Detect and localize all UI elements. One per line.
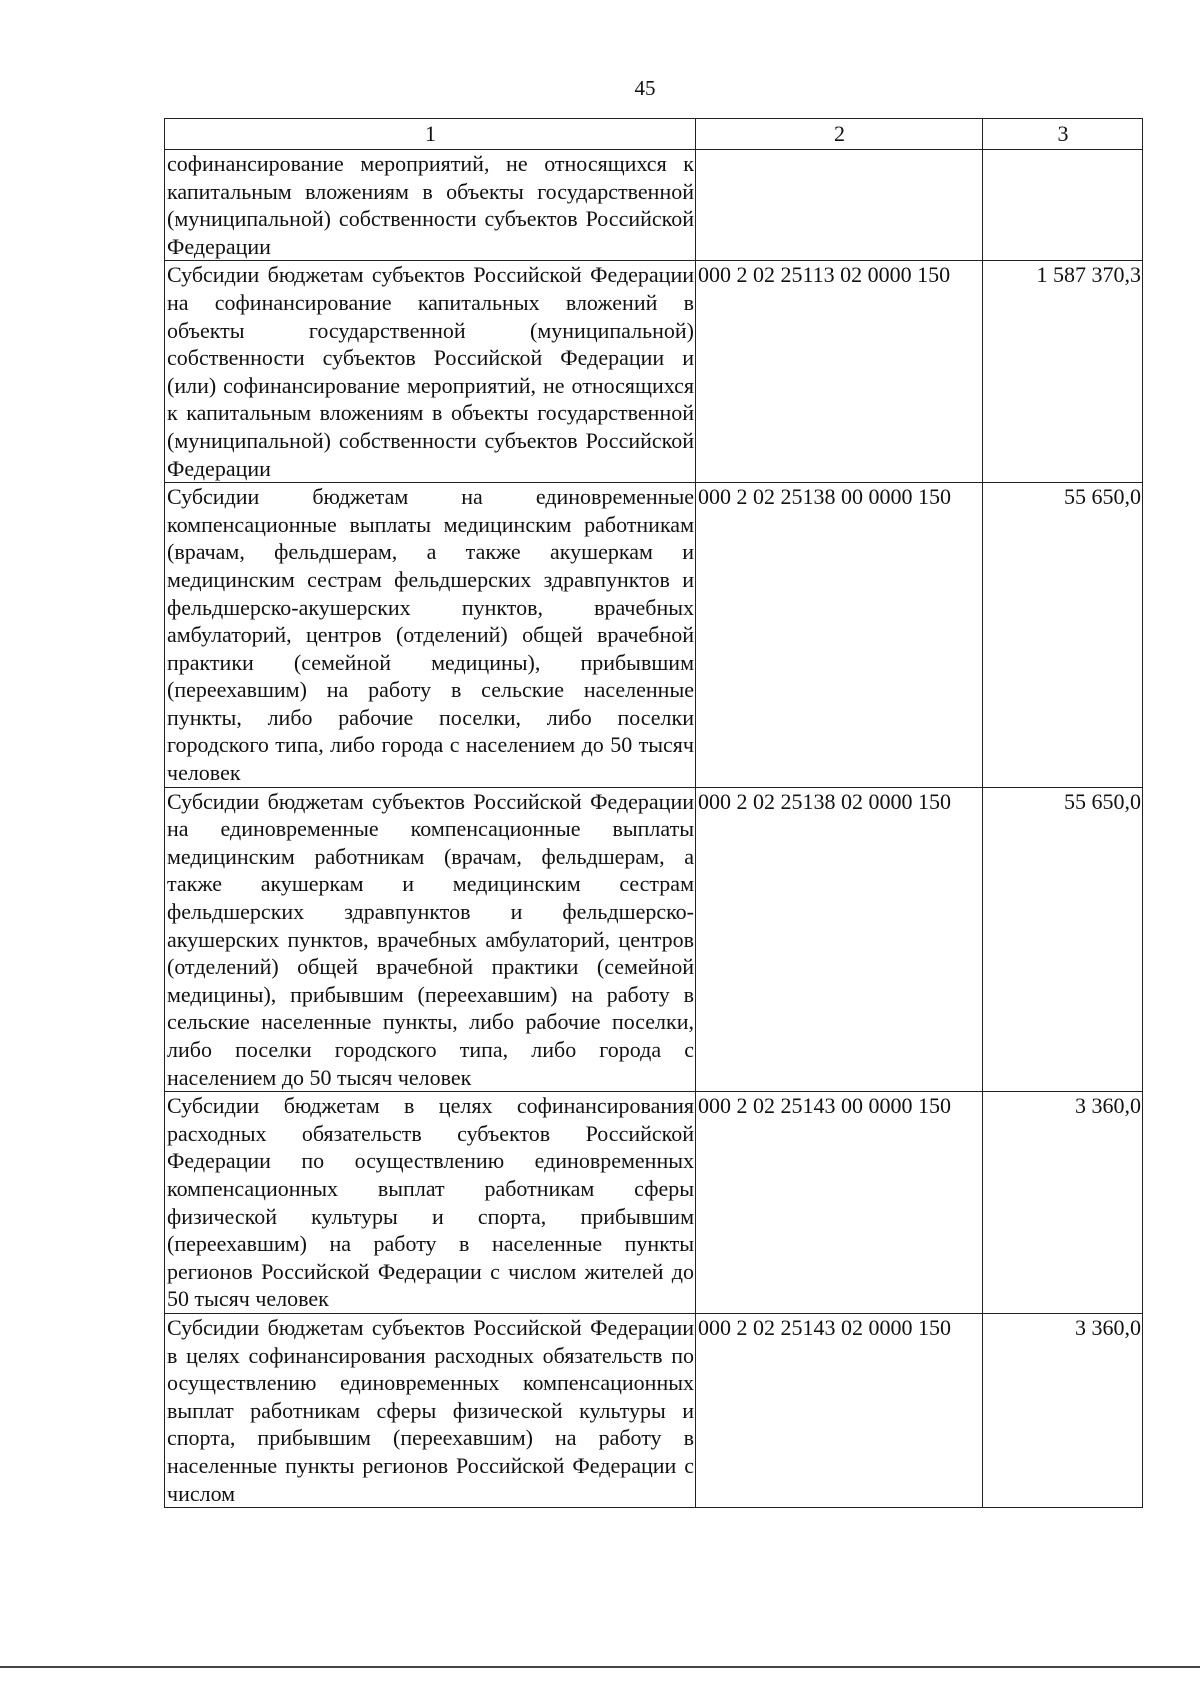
row-amount: 1 587 370,3: [983, 261, 1143, 483]
page-number: 45: [634, 76, 656, 100]
table-row: [165, 1092, 1143, 1314]
budget-table: [164, 118, 1143, 1508]
row-code: 000 2 02 25138 02 0000 150: [696, 787, 983, 1092]
table-row: [165, 1313, 1143, 1507]
row-description: Субсидии бюджетам субъектов Российской Федерации на единовременные компенсационные выплаты медицинским работникам (врачам, фельдшерам, а также акушеркам и медицинским сестрам фельдшерских здравпунктов и фельдшерско-акушерских пунктов, врачебных амбулаторий, центров (отделений) общей врачебной практики (семейной медицины), прибывшим (переехавшим) на работу в сельские населенные пункты, либо рабочие поселки, либо поселки городского типа, либо города с населением до 50 тысяч человек: [165, 787, 696, 1092]
table-row: [165, 483, 1143, 788]
row-code: 000 2 02 25113 02 0000 150: [696, 261, 983, 483]
row-amount: [983, 150, 1143, 261]
row-amount: 3 360,0: [983, 1092, 1143, 1314]
row-amount: 3 360,0: [983, 1313, 1143, 1507]
table-row: [165, 787, 1143, 1092]
row-code: 000 2 02 25138 00 0000 150: [696, 483, 983, 788]
row-code: [696, 150, 983, 261]
row-description: софинансирование мероприятий, не относящихся к капитальным вложениям в объекты государственной (муниципальной) собственности субъектов Российской Федерации: [165, 150, 696, 261]
table-row: [165, 150, 1143, 261]
column-header-1: 1: [165, 119, 696, 150]
row-description: Субсидии бюджетам субъектов Российской Федерации в целях софинансирования расходных обязательств по осуществлению единовременных компенсационных выплат работникам сферы физической культуры и спорта, прибывшим (переехавшим) на работу в населенные пункты регионов Российской Федерации с числом: [165, 1313, 696, 1507]
column-header-3: 3: [983, 119, 1143, 150]
scan-edge-line: [0, 1666, 1200, 1668]
row-code: 000 2 02 25143 02 0000 150: [696, 1313, 983, 1507]
row-description: Субсидии бюджетам в целях софинансирования расходных обязательств субъектов Российской Федерации по осуществлению единовременных компенсационных выплат работникам сферы физической культуры и спорта, прибывшим (переехавшим) на работу в населенные пункты регионов Российской Федерации с числом жителей до 50 тысяч человек: [165, 1092, 696, 1314]
row-amount: 55 650,0: [983, 483, 1143, 788]
row-code: 000 2 02 25143 00 0000 150: [696, 1092, 983, 1314]
row-amount: 55 650,0: [983, 787, 1143, 1092]
column-header-2: 2: [696, 119, 983, 150]
table-header-row: [165, 119, 1143, 150]
table-row: [165, 261, 1143, 483]
row-description: Субсидии бюджетам субъектов Российской Федерации на софинансирование капитальных вложений в объекты государственной (муниципальной) собственности субъектов Российской Федерации и (или) софинансирование мероприятий, не относящихся к капитальным вложениям в объекты государственной (муниципальной) собственности субъектов Российской Федерации: [165, 261, 696, 483]
row-description: Субсидии бюджетам на единовременные компенсационные выплаты медицинским работникам (врачам, фельдшерам, а также акушеркам и медицинским сестрам фельдшерских здравпунктов и фельдшерско-акушерских пунктов, врачебных амбулаторий, центров (отделений) общей врачебной практики (семейной медицины), прибывшим (переехавшим) на работу в сельские населенные пункты, либо рабочие поселки, либо поселки городского типа, либо города с населением до 50 тысяч человек: [165, 483, 696, 788]
